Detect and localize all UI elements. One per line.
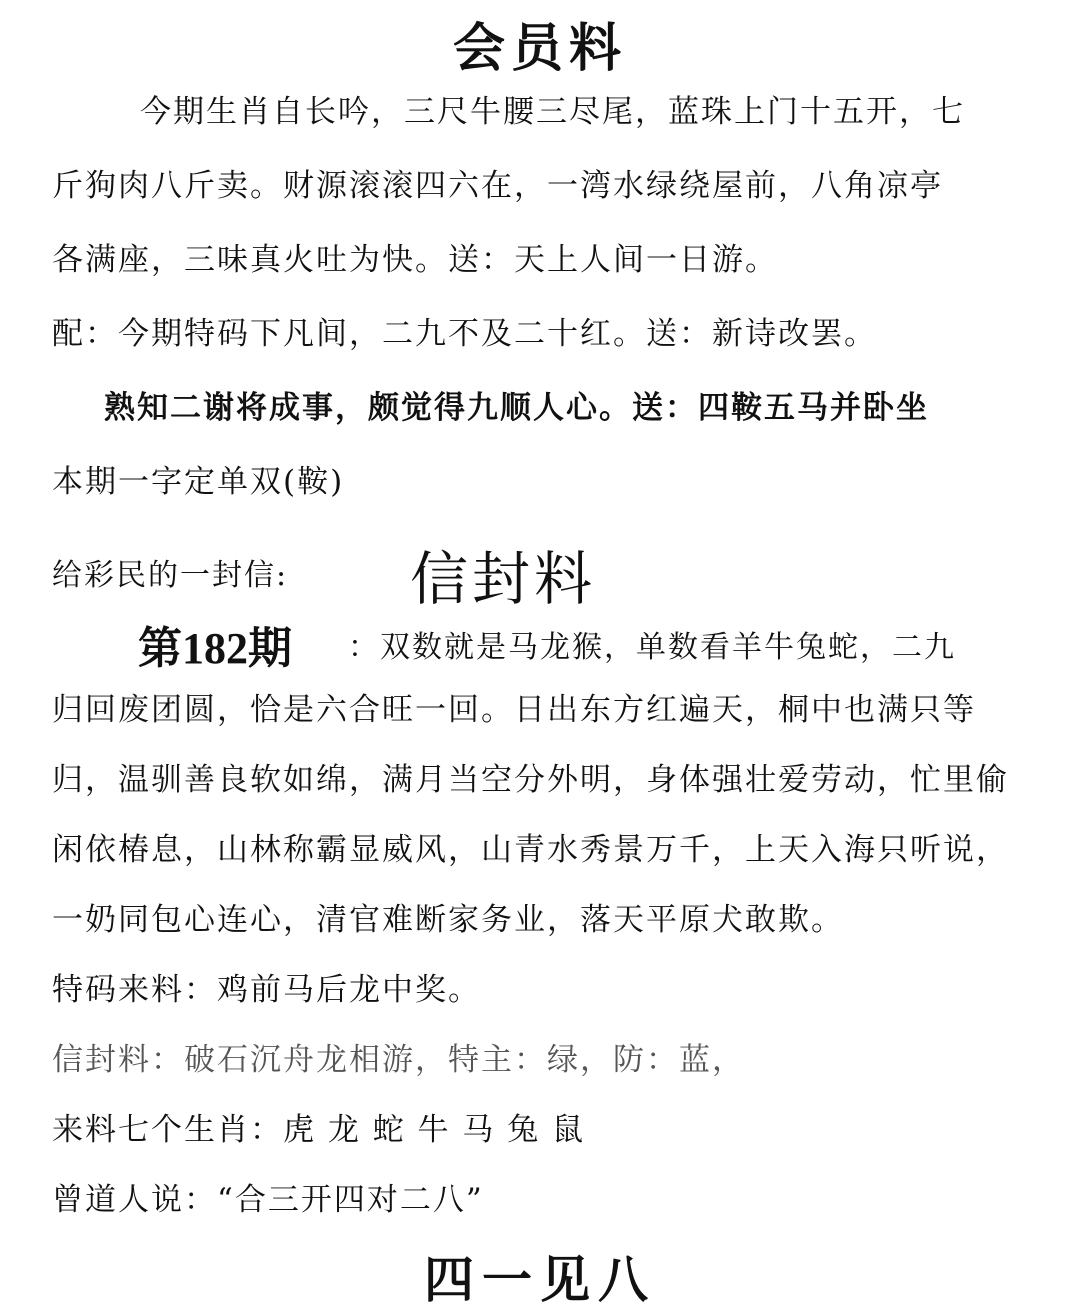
envelope-line-8: 来料七个生肖：虎 龙 蛇 牛 马 兔 鼠 (52, 1112, 586, 1148)
member-line-4: 配：今期特码下凡间，二九不及二十红。送：新诗改罢。 (52, 316, 877, 352)
envelope-line-5: 一奶同包心连心，清官难断家务业，落天平原犬敢欺。 (52, 902, 844, 938)
envelope-line-3: 归，温驯善良软如绵，满月当空分外明，身体强壮爱劳动，忙里偷 (52, 762, 1009, 798)
envelope-line-2: 归回废团圆，恰是六合旺一回。日出东方红遍天，桐中也满只等 (52, 692, 976, 728)
member-line-1: 今期生肖自长吟，三尺牛腰三尽尾，蓝珠上门十五开，七 (140, 94, 965, 130)
member-line-3: 各满座，三味真火吐为快。送：天上人间一日游。 (52, 242, 778, 278)
envelope-line-1-text: 双数就是马龙猴，单数看羊牛兔蛇，二九 (380, 630, 956, 665)
envelope-line-7: 信封料：破石沉舟龙相游，特主：绿，防：蓝， (52, 1042, 745, 1078)
member-line-6: 本期一字定单双(鞍) (52, 464, 345, 500)
member-line-5: 熟知二谢将成事，颇觉得九顺人心。送：四鞍五马并卧坐 (104, 390, 929, 426)
member-line-2: 斤狗肉八斤卖。财源滚滚四六在，一湾水绿绕屋前，八角凉亭 (52, 168, 943, 204)
member-title: 会员料 (452, 18, 627, 79)
envelope-line-4: 闲依椿息，山林称霸显威风，山青水秀景万千，上天入海只听说， (52, 832, 1009, 868)
envelope-title: 信封料 (410, 545, 597, 613)
envelope-line-1 (348, 622, 956, 666)
envelope-line-6: 特码来料：鸡前马后龙中奖。 (52, 972, 481, 1008)
issue-number: 第182期 (138, 624, 292, 673)
envelope-line-9: 曾道人说：“合三开四对二八” (52, 1182, 484, 1218)
issue-colon: ： (348, 630, 380, 665)
footer-title: 四一见八 (424, 1250, 656, 1309)
envelope-label: 给彩民的一封信: (52, 558, 289, 593)
